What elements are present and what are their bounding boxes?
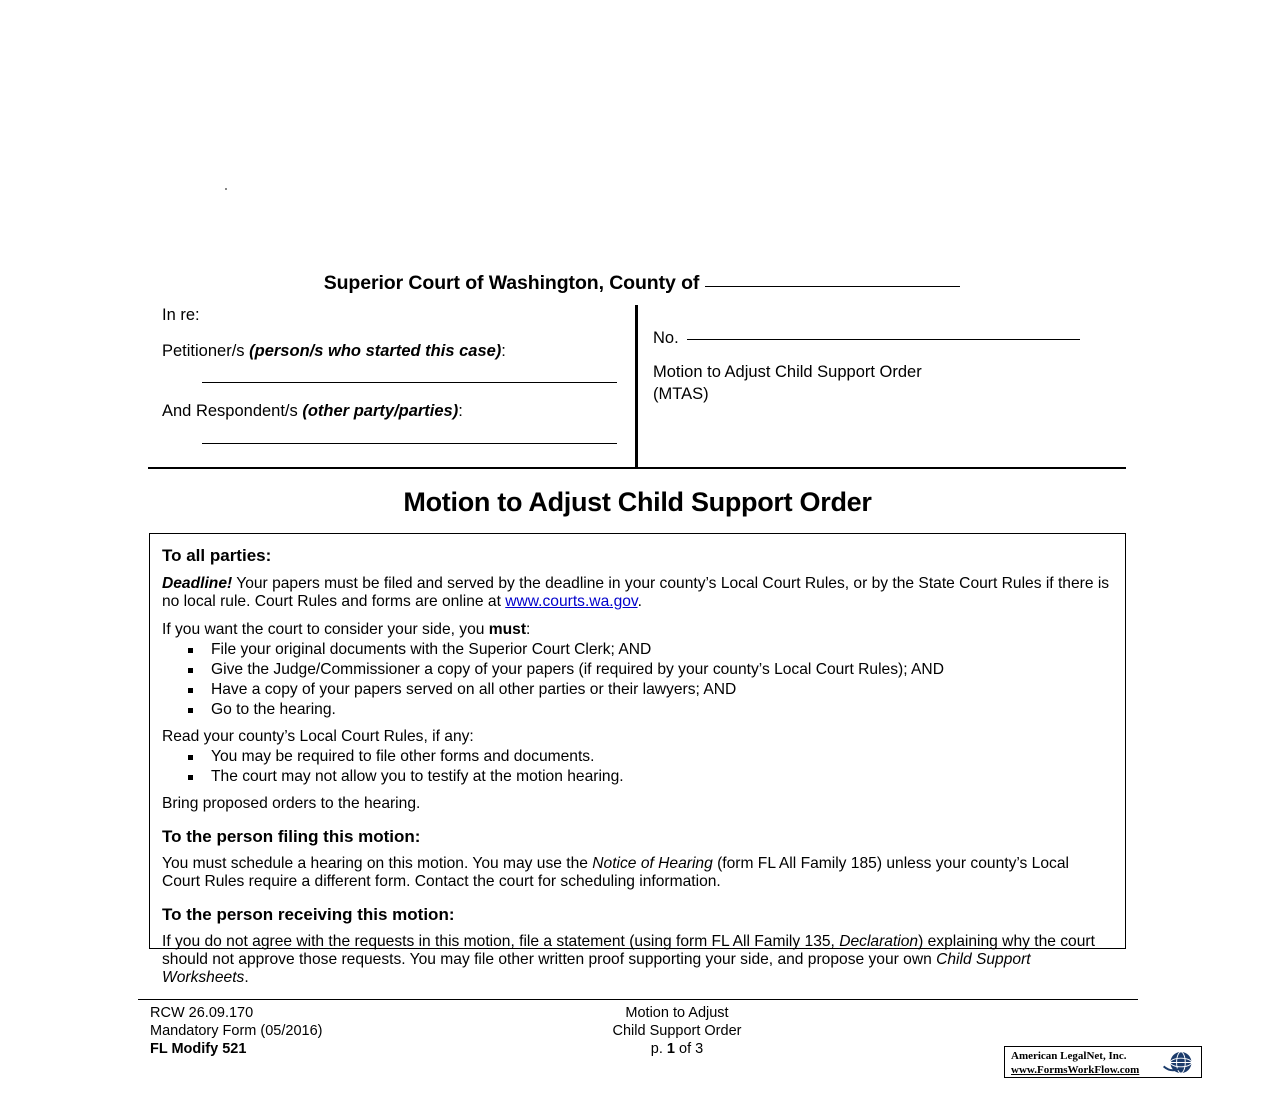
footer-page-number bbox=[552, 1040, 802, 1058]
list-item: Have a copy of your papers served on all other parties or their lawyers; AND bbox=[188, 681, 1111, 699]
vendor-url[interactable]: www.FormsWorkFlow.com bbox=[1011, 1064, 1140, 1077]
page-speck bbox=[225, 188, 227, 190]
bring-orders-paragraph: Bring proposed orders to the hearing. bbox=[162, 795, 421, 813]
notice-of-hearing-title: Notice of Hearing bbox=[592, 855, 713, 873]
document-title: Motion to Adjust Child Support Order bbox=[403, 487, 872, 517]
filing-paragraph bbox=[162, 855, 1111, 891]
deadline-paragraph bbox=[162, 575, 1111, 611]
courts-wa-gov-link[interactable]: www.courts.wa.gov bbox=[505, 593, 638, 611]
petitioners-label: Petitioner/s bbox=[162, 341, 245, 360]
deadline-label: Deadline! bbox=[162, 575, 233, 593]
footer-rcw: RCW 26.09.170 bbox=[150, 1005, 254, 1021]
notice-box bbox=[149, 533, 1126, 986]
petitioners-colon: : bbox=[501, 341, 506, 360]
petitioners-line bbox=[162, 343, 632, 360]
declaration-title: Declaration bbox=[839, 933, 919, 951]
receiving-paragraph bbox=[162, 933, 1111, 986]
filing-text-1: You must schedule a hearing on this motion. You may use the bbox=[162, 855, 593, 873]
caption-divider bbox=[635, 305, 638, 467]
child-support-worksheets-title: Child Support Worksheets bbox=[162, 950, 1031, 986]
footer-page-current: 1 bbox=[666, 1041, 675, 1058]
local-rules-intro: Read your county’s Local Court Rules, if any: bbox=[162, 728, 474, 746]
local-rules-list bbox=[162, 748, 1111, 786]
footer-title-line-1: Motion to Adjust bbox=[625, 1005, 729, 1021]
respondents-colon: : bbox=[458, 402, 463, 420]
footer-form-version: Mandatory Form (05/2016) bbox=[150, 1023, 323, 1040]
case-number-line bbox=[653, 329, 1123, 348]
court-heading-text: Superior Court of Washington, County of bbox=[323, 272, 700, 294]
globe-icon bbox=[1161, 1050, 1197, 1075]
must-intro-text-1: If you want the court to consider your side, you bbox=[162, 620, 489, 638]
footer-divider bbox=[138, 999, 1138, 1000]
filing-text-2: (form FL All Family 185) unless your county’s Local Court Rules require a different form. Contact the court for scheduling information. bbox=[162, 855, 1069, 890]
list-item: Give the Judge/Commissioner a copy of your papers (if required by your county’s Local Court Rules); AND bbox=[188, 661, 1111, 679]
respondents-hint: (other party/parties) bbox=[302, 402, 459, 420]
deadline-text-2: . bbox=[637, 593, 642, 611]
heading-to-recipient: To the person receiving this motion: bbox=[162, 904, 455, 924]
footer-page-total: 3 bbox=[695, 1041, 704, 1058]
list-item: Go to the hearing. bbox=[188, 701, 1111, 719]
caption-bottom-rule bbox=[148, 467, 1126, 469]
vendor-stamp-text bbox=[1011, 1049, 1139, 1077]
case-number-label: No. bbox=[653, 329, 679, 347]
footer-form-number: FL Modify 521 bbox=[150, 1041, 247, 1058]
footer-page-of: of bbox=[674, 1041, 696, 1058]
list-item: You may be required to file other forms and documents. bbox=[188, 748, 1111, 766]
court-heading bbox=[148, 272, 1126, 295]
vendor-stamp bbox=[1004, 1046, 1202, 1078]
case-type-line-1: Motion to Adjust Child Support Order bbox=[653, 363, 922, 381]
receiving-text-1: If you do not agree with the requests in this motion, file a statement (using form FL All Family 135, bbox=[162, 933, 840, 951]
respondents-label: And Respondent/s bbox=[162, 402, 298, 420]
must-intro-text-2: : bbox=[526, 620, 531, 638]
must-word: must bbox=[488, 620, 527, 638]
petitioners-hint: (person/s who started this case) bbox=[249, 341, 502, 360]
case-caption bbox=[148, 272, 1126, 467]
deadline-text-1: Your papers must be filed and served by the deadline in your county’s Local Court Rules, or by the State Court Rules if there is no local rule. Court Rules and forms are online at bbox=[162, 575, 1110, 611]
heading-to-all-parties: To all parties: bbox=[162, 546, 272, 565]
must-intro bbox=[162, 621, 1111, 639]
caption-table bbox=[148, 307, 1126, 467]
vendor-company-name: American LegalNet, Inc. bbox=[1011, 1050, 1127, 1062]
heading-to-filer: To the person filing this motion: bbox=[162, 826, 421, 846]
footer-title-line-2: Child Support Order bbox=[612, 1023, 742, 1040]
receiving-text-3: . bbox=[244, 968, 249, 986]
caption-left-column bbox=[162, 307, 632, 444]
receiving-text-2: ) explaining why the court should not approve those requests. You may file other written proof supporting your side, and propose your own bbox=[162, 933, 1095, 968]
case-number-blank[interactable] bbox=[687, 339, 1080, 340]
county-blank[interactable] bbox=[705, 286, 960, 287]
footer-page-prefix: p. bbox=[650, 1041, 667, 1058]
in-re-label: In re: bbox=[162, 306, 200, 324]
case-type-line-2: (MTAS) bbox=[653, 384, 709, 403]
list-item: File your original documents with the Superior Court Clerk; AND bbox=[188, 641, 1111, 659]
footer-center bbox=[552, 1004, 802, 1058]
list-item: The court may not allow you to testify at the motion hearing. bbox=[188, 768, 1111, 786]
case-type-block bbox=[653, 362, 1053, 406]
footer-left bbox=[150, 1004, 322, 1058]
must-list bbox=[162, 641, 1111, 720]
respondent-name-blank[interactable] bbox=[202, 442, 617, 444]
respondents-line bbox=[162, 403, 632, 420]
caption-right-column bbox=[653, 307, 1123, 406]
